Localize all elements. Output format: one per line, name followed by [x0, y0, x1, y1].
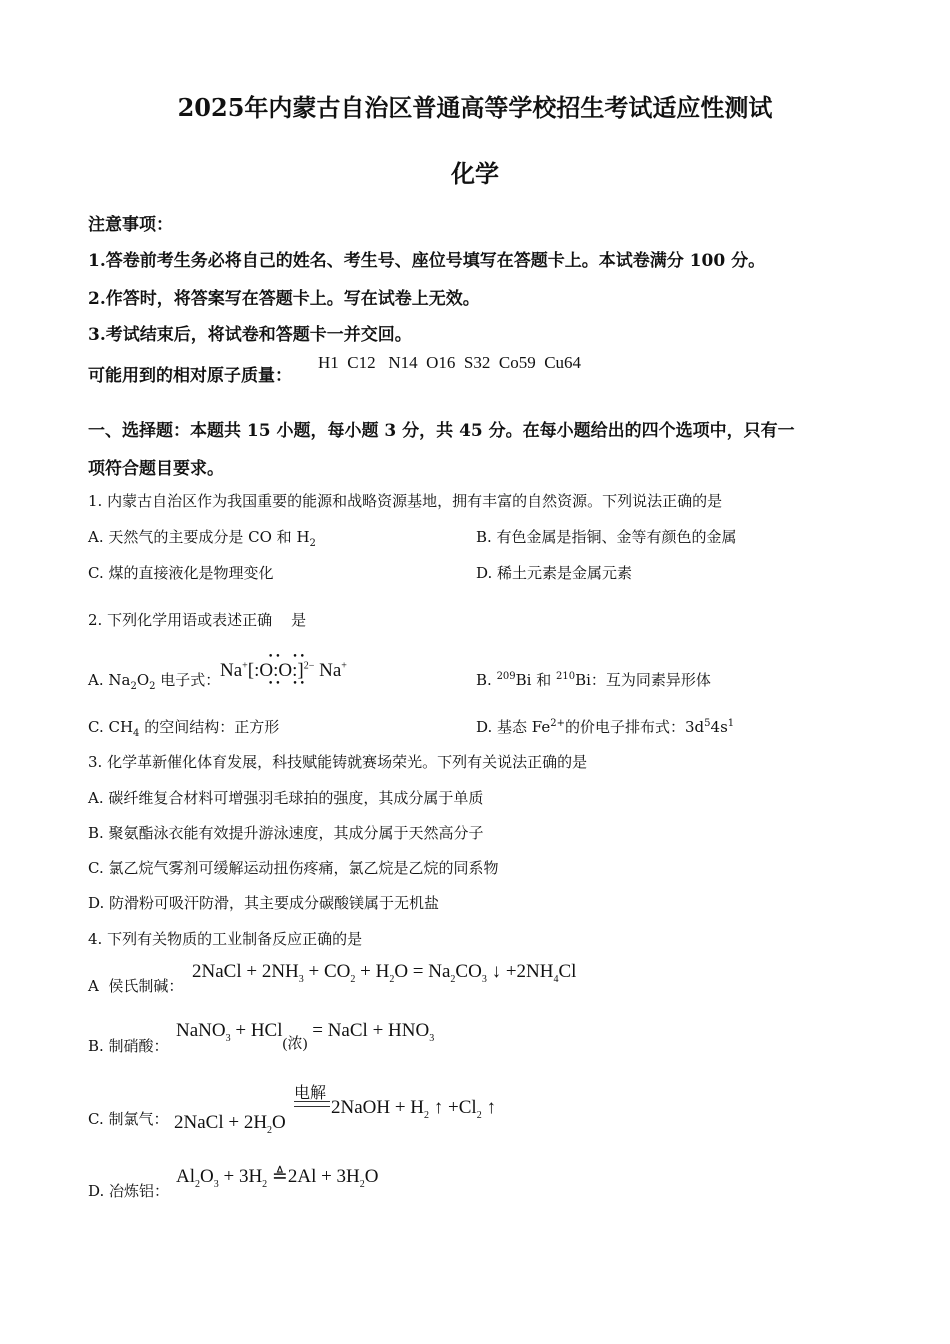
equation-c-left: 2NaCl + $2H_2O$: [174, 1112, 286, 1136]
note-item-2: 2.作答时，将答案写在答题卡上。写在试卷上无效。: [88, 289, 480, 309]
sodium-peroxide-electron-formula: Na+[:O:O:]$^{2-}$ Na+: [220, 660, 347, 681]
q4-option-c-label: C. 制氯气：: [88, 1110, 169, 1128]
equation-c-right: 2NaOH + $H_2$ ↑ $+Cl_2$ ↑: [331, 1097, 496, 1121]
q3-option-a: A. 碳纤维复合材料可增强羽毛球拍的强度，其成分属于单质: [88, 789, 484, 807]
lone-pair-dots-bottom: •• ••: [268, 679, 307, 689]
note-item-1: 1.答卷前考生务必将自己的姓名、考生号、座位号填写在答题卡上。本试卷满分 100 分。: [88, 251, 766, 271]
q1-option-d: D. 稀土元素是金属元素: [476, 564, 633, 582]
q1-option-a: A. 天然气的主要成分是 CO 和 $H_2$: [88, 528, 316, 549]
q4-option-a-label: A 侯氏制碱：: [88, 977, 184, 995]
q2-option-a: A. $Na_2O_2$ 电子式：: [88, 671, 221, 692]
equation-b: NaNO$_3$ + HCl$_{(浓)}$ = NaCl + $HNO_3$: [176, 1020, 435, 1052]
equation-d: $Al_2O_3 + 3H_2$ ≜2Al + $3H_2O$: [176, 1166, 379, 1190]
q4-option-d-label: D. 冶炼铝：: [88, 1182, 170, 1200]
q3-option-c: C. 氯乙烷气雾剂可缓解运动扭伤疼痛，氯乙烷是乙烷的同系物: [88, 859, 499, 877]
notes-heading: 注意事项：: [88, 215, 173, 235]
q3-stem: 3. 化学革新催化体育发展，科技赋能铸就赛场荣光。下列有关说法正确的是: [88, 753, 588, 771]
q2-option-b: B. $^{209}$Bi 和 $^{210}$Bi：互为同素异形体: [476, 671, 711, 689]
q2-option-d: D. 基态 $Fe^{2+}$的价电子排布式：$3d^54s^1$: [476, 718, 735, 736]
q3-option-d: D. 防滑粉可吸汗防滑，其主要成分碳酸镁属于无机盐: [88, 894, 440, 912]
equals-sign-double-line: [294, 1101, 330, 1107]
q1-stem: 1. 内蒙古自治区作为我国重要的能源和战略资源基地，拥有丰富的自然资源。下列说法正确的是: [88, 492, 723, 510]
q4-stem: 4. 下列有关物质的工业制备反应正确的是: [88, 930, 363, 948]
atomic-mass-label: 可能用到的相对原子质量：: [88, 366, 292, 386]
q4-option-b-label: B. 制硝酸：: [88, 1037, 169, 1055]
q1-option-b: B. 有色金属是指铜、金等有颜色的金属: [476, 528, 737, 546]
equation-a: 2NaCl + $2NH_3 + CO_2 + H_2O = Na_2CO_3$ ↓ $+2NH_4Cl$: [192, 961, 577, 985]
lone-pair-dots-top: •• ••: [268, 652, 307, 662]
subject-title: 化学: [451, 159, 499, 188]
section-heading-line2: 项符合题目要求。: [88, 459, 224, 479]
electrolysis-condition: 电解: [294, 1083, 327, 1102]
q3-option-b: B. 聚氨酯泳衣能有效提升游泳速度，其成分属于天然高分子: [88, 824, 484, 842]
exam-title: 2025年内蒙古自治区普通高等学校招生考试适应性测试: [177, 93, 773, 122]
section-heading-line1: 一、选择题：本题共 15 小题，每小题 3 分，共 45 分。在每小题给出的四个选项中，只有一: [88, 421, 795, 441]
q2-stem: 2. 下列化学用语或表述正确 是: [88, 611, 307, 629]
q2-option-c: C. $CH_4$ 的空间结构：正方形: [88, 718, 280, 739]
q1-option-c: C. 煤的直接液化是物理变化: [88, 564, 274, 582]
note-item-3: 3.考试结束后，将试卷和答题卡一并交回。: [88, 325, 412, 345]
atomic-mass-values: H1 C12 N14 O16 S32 Co59 Cu64: [318, 353, 582, 372]
